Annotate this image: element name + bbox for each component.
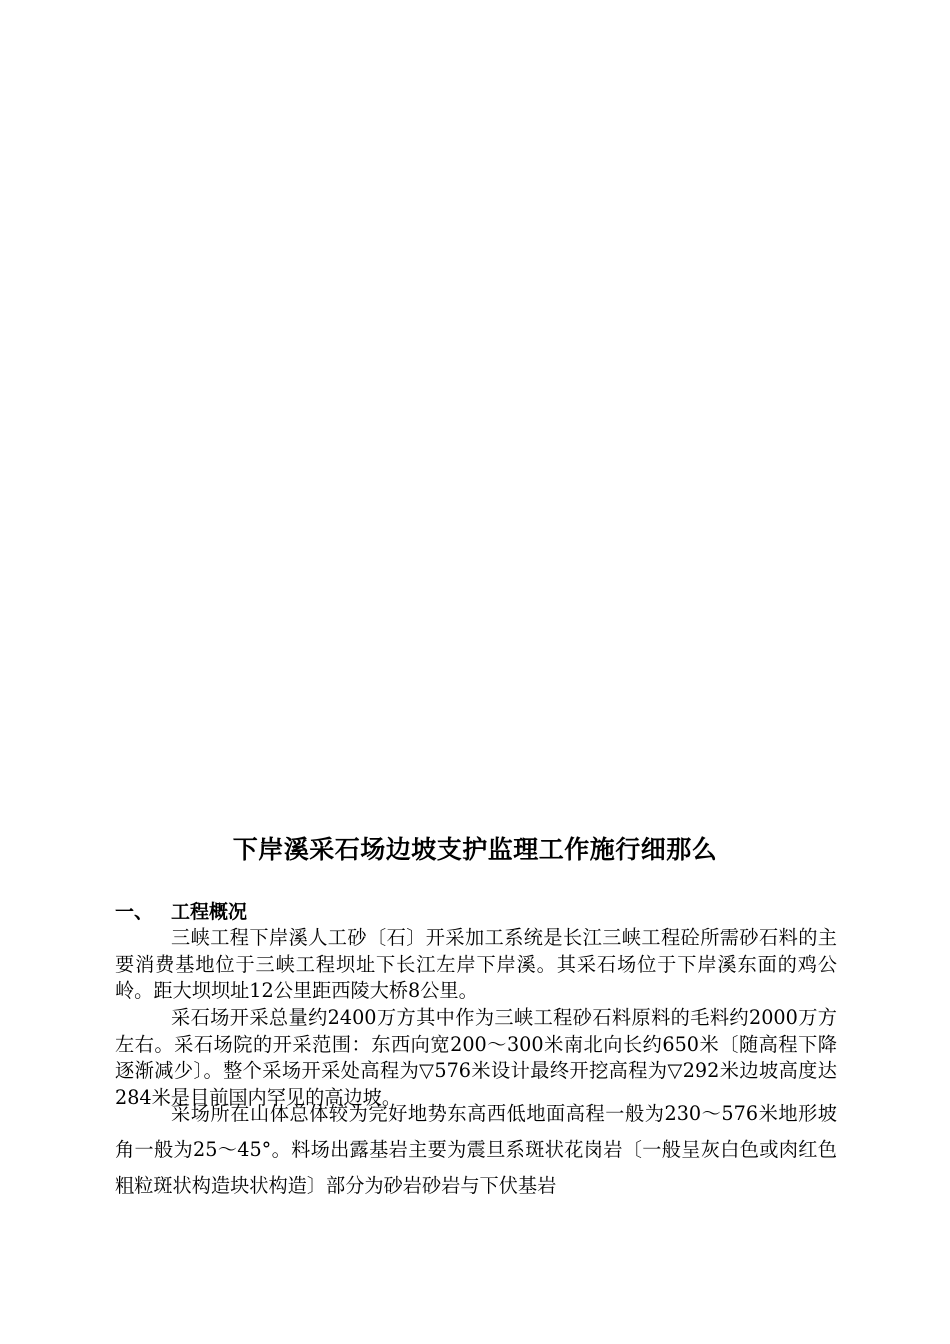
body-paragraph: 采场所在山体总体较为完好地势东高西低地面高程一般为230～576米地形坡角一般为25～45°。料场出露基岩主要为震旦系斑状花岗岩〔一般呈灰白色或肉红色粗粒斑状构造块状构造〕部分为砂岩砂岩与下伏基岩	[115, 1102, 837, 1197]
section-title: 工程概况	[171, 901, 248, 923]
section-number: 一、	[115, 901, 154, 923]
paragraph-block	[115, 925, 837, 1005]
paragraph-block	[115, 1096, 837, 1204]
section-heading	[115, 899, 247, 925]
document-title: 下岸溪采石场边坡支护监理工作施行细那么	[232, 835, 718, 864]
body-paragraph: 三峡工程下岸溪人工砂〔石〕开采加工系统是长江三峡工程砼所需砂石料的主要消费基地位于三峡工程坝址下长江左岸下岸溪。其采石场位于下岸溪东面的鸡公岭。距大坝坝址12公里距西陵大桥8公里。	[115, 926, 837, 1002]
body-paragraph: 采石场开采总量约2400万方其中作为三峡工程砂石料原料的毛料约2000万方左右。采石场院的开采范围：东西向宽200～300米南北向长约650米〔随高程下降逐渐减少〕。整个采场开采处高程为▽576米设计最终开挖高程为▽292米边坡高度达284米是目前国内罕见的高边坡。	[115, 1006, 837, 1109]
